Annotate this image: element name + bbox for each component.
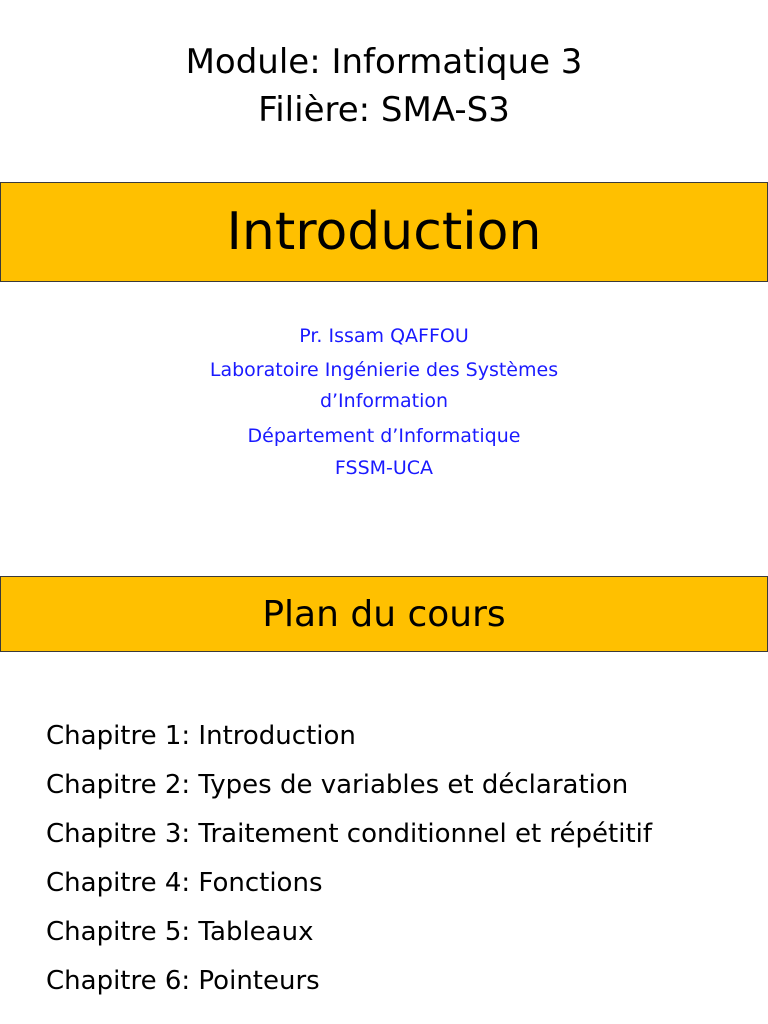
- chapter-list: [46, 712, 652, 1006]
- laboratory-line-1: Laboratoire Ingénierie des Systèmes: [209, 359, 559, 381]
- module-header: [0, 38, 768, 134]
- laboratory-line-2: d’Information: [319, 390, 449, 412]
- institution: FSSM-UCA: [334, 457, 434, 479]
- plan-title: Plan du cours: [262, 593, 506, 635]
- chapter-item: Chapitre 2: Types de variables et déclaration: [46, 770, 629, 800]
- chapter-item: Chapitre 3: Traitement conditionnel et répétitif: [46, 819, 653, 849]
- chapter-item: Chapitre 5: Tableaux: [46, 917, 314, 947]
- author-name: Pr. Issam QAFFOU: [299, 325, 469, 347]
- plan-band: [0, 576, 768, 652]
- module-title: Module: Informatique 3: [185, 42, 583, 82]
- laboratory: [0, 355, 768, 417]
- department: Département d’Informatique: [247, 425, 521, 447]
- chapter-item: Chapitre 4: Fonctions: [46, 868, 323, 898]
- page-title: Introduction: [226, 202, 542, 262]
- chapter-item: Chapitre 1: Introduction: [46, 721, 356, 751]
- title-band: [0, 182, 768, 282]
- author-block: [0, 320, 768, 484]
- chapter-item: Chapitre 6: Pointeurs: [46, 966, 320, 996]
- filiere-title: Filière: SMA-S3: [258, 90, 510, 130]
